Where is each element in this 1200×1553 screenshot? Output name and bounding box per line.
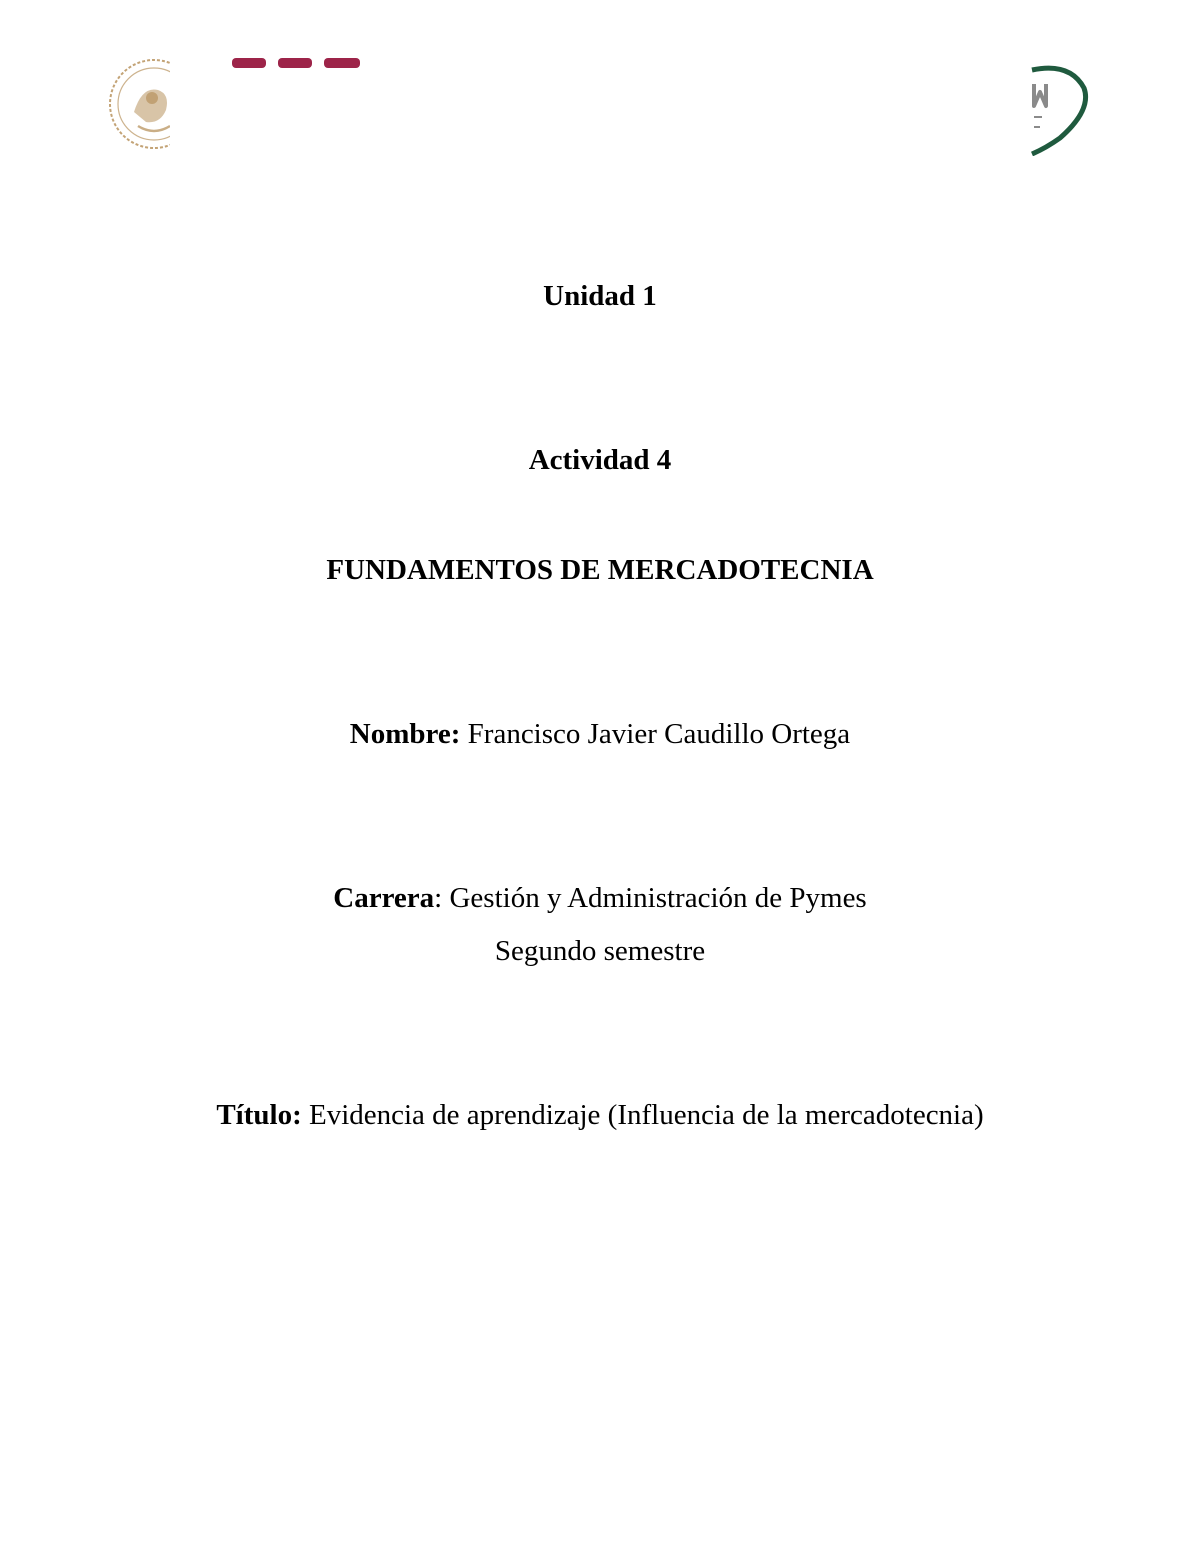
career-label: Carrera [333, 882, 435, 914]
name-value: Francisco Javier Caudillo Ortega [460, 718, 851, 750]
student-name-line [0, 716, 1200, 752]
seal-icon [110, 52, 210, 156]
sep-seal-logo [108, 52, 368, 156]
activity-heading: Actividad 4 [528, 444, 672, 476]
semester-line: Segundo semestre [494, 935, 706, 967]
career-value: : Gestión y Administración de Pymes [434, 882, 867, 914]
name-label: Nombre: [349, 718, 461, 750]
title-value: Evidencia de aprendizaje (Influencia de la mercadotecnia) [301, 1099, 984, 1131]
career-line [0, 880, 1200, 916]
title-label: Título: [216, 1099, 302, 1131]
title-line [0, 1097, 1200, 1133]
unit-heading: Unidad 1 [543, 280, 657, 312]
sep-wordmark-icon [232, 58, 360, 68]
unadm-logo [1030, 64, 1090, 156]
subject-heading: FUNDAMENTOS DE MERCADOTECNIA [326, 554, 874, 586]
